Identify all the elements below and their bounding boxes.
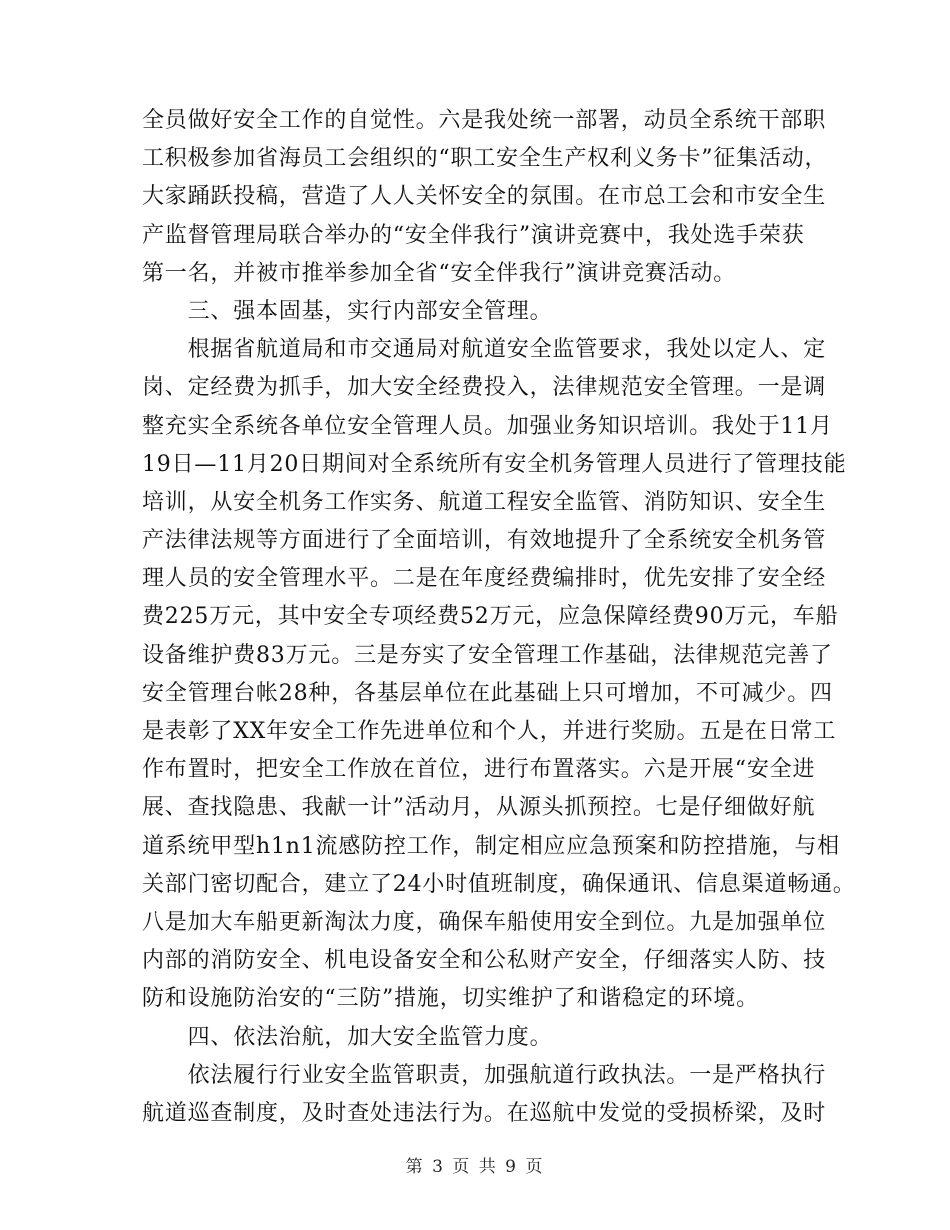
- text-line: 理人员的安全管理水平。二是在年度经费编排时，优先安排了安全经: [142, 566, 827, 592]
- text-line: 产监督管理局联合举办的“安全伴我行”演讲竞赛中，我处选手荣获: [142, 222, 805, 248]
- text-line: 培训，从安全机务工作实务、航道工程安全监管、消防知识、安全生: [142, 489, 827, 515]
- text-line: 是表彰了XX年安全工作先进单位和个人，并进行奖励。五是在日常工: [142, 719, 837, 744]
- text-line: 安全管理台帐28种，各基层单位在此基础上只可增加，不可减少。四: [142, 680, 833, 706]
- text-line: 关部门密切配合，建立了24小时值班制度，确保通讯、信息渠道畅通。: [142, 871, 856, 897]
- text-line: 岗、定经费为抓手，加大安全经费投入，法律规范安全管理。一是调: [142, 375, 827, 401]
- text-line: 大家踊跃投稿，营造了人人关怀安全的氛围。在市总工会和市安全生: [142, 184, 827, 210]
- text-line: 19日—11月20日期间对全系统所有安全机务管理人员进行了管理技能: [142, 451, 847, 477]
- text-line: 防和设施防治安的“三防”措施，切实维护了和谐稳定的环境。: [142, 986, 759, 1012]
- text-line: 整充实全系统各单位安全管理人员。加强业务知识培训。我处于11月: [142, 413, 833, 439]
- text-line: 全员做好安全工作的自觉性。六是我处统一部署，动员全系统干部职: [142, 108, 827, 133]
- text-line: 根据省航道局和市交通局对航道安全监管要求，我处以定人、定: [142, 337, 827, 363]
- text-line: 八是加大车船更新淘汰力度，确保车船使用安全到位。九是加强单位: [142, 909, 827, 935]
- text-line: 第一名，并被市推举参加全省“安全伴我行”演讲竞赛活动。: [142, 260, 737, 286]
- section-heading: 三、强本固基，实行内部安全管理。: [142, 298, 553, 324]
- page-number-footer: 第 3 页 共 9 页: [405, 1157, 545, 1177]
- text-line: 内部的消防安全、机电设备安全和公私财产安全，仔细落实人防、技: [142, 948, 827, 974]
- text-line: 道系统甲型h1n1流感防控工作，制定相应应急预案和防控措施，与相: [142, 833, 840, 859]
- text-line: 费225万元，其中安全专项经费52万元，应急保障经费90万元，车船: [142, 604, 839, 630]
- text-line: 作布置时，把安全工作放在首位，进行布置落实。六是开展“安全进: [142, 757, 816, 783]
- text-line: 展、查找隐患、我献一计”活动月，从源头抓预控。七是仔细做好航: [142, 795, 816, 821]
- text-line: 设备维护费83万元。三是夯实了安全管理工作基础，法律规范完善了: [142, 642, 833, 668]
- body-text: [142, 102, 856, 1133]
- text-line: 依法履行行业安全监管职责，加强航道行政执法。一是严格执行: [142, 1062, 827, 1088]
- text-line: 航道巡查制度，及时查处违法行为。在巡航中发觉的受损桥梁，及时: [142, 1100, 827, 1126]
- section-heading: 四、依法治航，加大安全监管力度。: [142, 1024, 553, 1050]
- text-line: 工积极参加省海员工会组织的“职工安全生产权利义务卡”征集活动，: [142, 146, 828, 172]
- text-line: 产法律法规等方面进行了全面培训，有效地提升了全系统安全机务管: [142, 528, 827, 554]
